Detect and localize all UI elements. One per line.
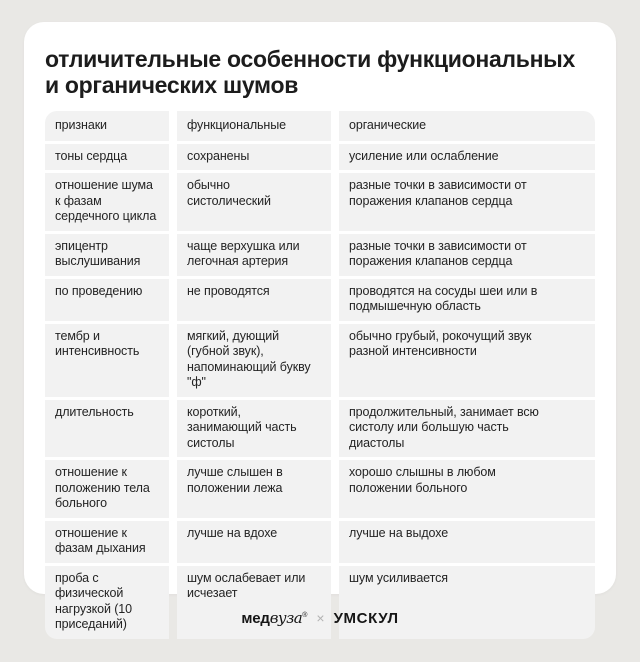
table-cell: разные точки в зависимости от поражения клапанов сердца [339, 234, 595, 276]
table-cell: продолжительный, занимает всю систолу или большую часть диастолы [339, 400, 595, 458]
table-cell: проба с физической нагрузкой (10 приседаний) [45, 566, 169, 639]
page-title-line-1: отличительные особенности функциональных [45, 46, 576, 72]
table-cell: разные точки в зависимости от поражения клапанов сердца [339, 173, 595, 231]
umskul-logo: УМСКУЛ [333, 610, 399, 627]
table-cell: обычно систолический [177, 173, 331, 231]
page-title-line-2: и органических шумов [45, 72, 299, 98]
table-cell: тембр и интенсивность [45, 324, 169, 397]
medvuza-logo [241, 610, 307, 627]
table-cell: не проводятся [177, 279, 331, 321]
page-title [45, 46, 595, 98]
header-signs: признаки [45, 111, 169, 141]
table-cell: по проведению [45, 279, 169, 321]
table-cell: сохранены [177, 144, 331, 171]
medvuza-logo-vuza: вуза [269, 609, 303, 627]
table-cell: длительность [45, 400, 169, 458]
table-cell: лучше на выдохе [339, 521, 595, 563]
table-cell: тоны сердца [45, 144, 169, 171]
table-cell: отношение шума к фазам сердечного цикла [45, 173, 169, 231]
table-cell: чаще верхушка или легочная артерия [177, 234, 331, 276]
cross-separator-icon: × [316, 610, 325, 626]
table-cell: короткий, занимающий часть систолы [177, 400, 331, 458]
table-cell: эпицентр выслушивания [45, 234, 169, 276]
comparison-table [45, 111, 595, 639]
table-cell: отношение к положению тела больного [45, 460, 169, 518]
header-organic: органические [339, 111, 595, 141]
table-cell: усиление или ослабление [339, 144, 595, 171]
table-cell: отношение к фазам дыхания [45, 521, 169, 563]
table-cell: лучше слышен в положении лежа [177, 460, 331, 518]
table-cell: обычно грубый, рокочущий звук разной интенсивности [339, 324, 595, 397]
table-cell: лучше на вдохе [177, 521, 331, 563]
table-cell: проводятся на сосуды шеи или в подмышечную область [339, 279, 595, 321]
table-cell: шум ослабевает или исчезает [177, 566, 331, 639]
registered-mark-icon: ® [302, 612, 308, 619]
medvuza-logo-med: мед [241, 610, 270, 627]
header-functional: функциональные [177, 111, 331, 141]
table-cell: хорошо слышны в любом положении больного [339, 460, 595, 518]
table-cell: мягкий, дующий (губной звук), напоминающий букву "ф" [177, 324, 331, 397]
table-cell: шум усиливается [339, 566, 595, 639]
